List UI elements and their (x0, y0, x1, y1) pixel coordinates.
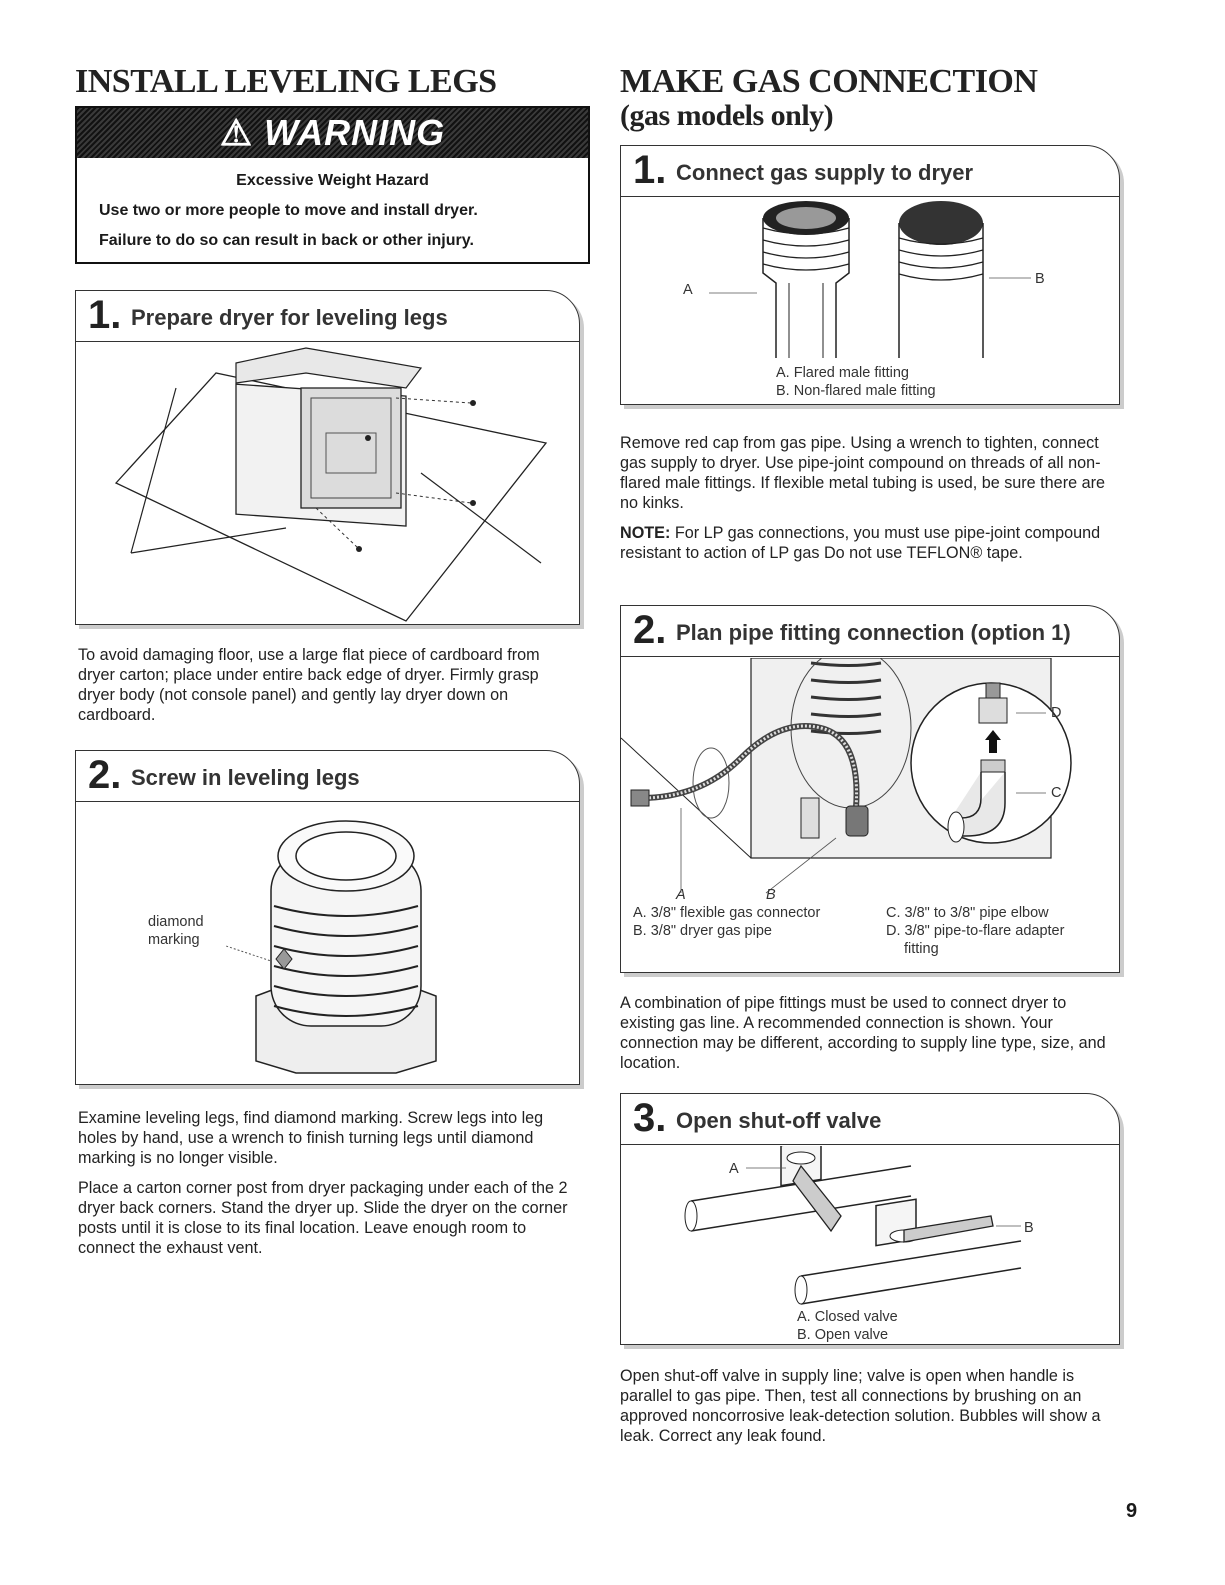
step-connect-text: Remove red cap from gas pipe. Using a wrench to tighten, connect gas supply to dryer. Use pipe-joint compound on threads of all non-flared male fittings. If flexible metal tubing is used, be sure there are no kinks. (620, 434, 1105, 512)
step-title: Plan pipe fitting connection (option 1) (676, 620, 1071, 645)
step-title: Open shut-off valve (676, 1108, 882, 1133)
step-plan-pipe-text: A combination of pipe fittings must be used to connect dryer to existing gas line. A recommended connection is shown. Your connection may be different, according to supply line type, size, and location. (620, 994, 1106, 1072)
step-panel-plan-pipe (620, 605, 1120, 973)
step-screw-text-1: Examine leveling legs, find diamond marking. Screw legs into leg holes by hand, use a wrench to finish turning legs until diamond marking is no longer visible. (78, 1109, 544, 1167)
leveling-leg-illustration (226, 811, 466, 1076)
warning-triangle-icon: ⚠ (219, 112, 254, 153)
dryer-on-cardboard-illustration (76, 343, 576, 623)
step-title: Prepare dryer for leveling legs (131, 305, 448, 330)
warning-title: ⚠ WARNING (219, 112, 446, 153)
step-number: 1. (633, 148, 667, 192)
step-number: 1. (88, 293, 122, 337)
warning-line-2: Failure to do so can result in back or other injury. (99, 232, 474, 249)
step-panel-connect-gas (620, 145, 1120, 405)
caption-a: A. 3/8" flexible gas connector (633, 905, 821, 921)
step-panel-open-valve (620, 1093, 1120, 1345)
step-panel-prepare (75, 290, 580, 625)
label-marking: marking (148, 932, 200, 948)
step-number: 3. (633, 1096, 667, 1140)
label-b: B (1035, 271, 1045, 287)
pipe-fitting-illustration (621, 658, 1116, 898)
warning-line-1: Use two or more people to move and install dryer. (99, 202, 478, 219)
note-label: NOTE: (620, 524, 671, 542)
caption-d-continued: fitting (904, 941, 939, 957)
shut-off-valve-illustration (621, 1146, 1116, 1306)
warning-banner (77, 108, 588, 158)
caption-b: B. 3/8" dryer gas pipe (633, 923, 772, 939)
label-diamond: diamond (148, 914, 204, 930)
step-header (621, 146, 1119, 197)
step-prepare-text: To avoid damaging floor, use a large flat piece of cardboard from dryer carton; place under entire back edge of dryer. Firmly grasp dryer body (not console panel) and gently lay dryer down on cardboard. (78, 646, 540, 724)
label-c: C (1051, 785, 1062, 801)
step-number: 2. (88, 753, 122, 797)
label-a: A (683, 282, 693, 298)
label-d: D (1051, 705, 1062, 721)
right-section-heading: MAKE GAS CONNECTION (620, 63, 1038, 100)
caption-a: A. Flared male fitting (776, 365, 909, 381)
step-connect-note (620, 523, 1120, 563)
step-open-valve-text: Open shut-off valve in supply line; valve is open when handle is parallel to gas pipe. Then, test all connections by brushing on an approved noncorrosive leak-detection solution. Bubbles will show a leak. Correct any leak found. (620, 1367, 1101, 1445)
step-panel-screw-legs (75, 750, 580, 1085)
caption-d: D. 3/8" pipe-to-flare adapter (886, 923, 1065, 939)
step-header (621, 1094, 1119, 1145)
caption-b: B. Open valve (797, 1327, 889, 1343)
left-section-heading: INSTALL LEVELING LEGS (75, 63, 497, 100)
label-b: B (1024, 1220, 1034, 1236)
warning-subtitle: Excessive Weight Hazard (236, 172, 429, 189)
step-screw-text-2: Place a carton corner post from dryer packaging under each of the 2 dryer back corners. Stand the dryer up. Slide the dryer on the corner posts until it is close to its final location. Leave enough room to connect the exhaust vent. (78, 1179, 568, 1257)
label-a: A (676, 887, 686, 903)
label-b: B (766, 887, 776, 903)
label-a: A (729, 1161, 739, 1177)
step-header (76, 751, 579, 802)
step-header (621, 606, 1119, 657)
caption-c: C. 3/8" to 3/8" pipe elbow (886, 905, 1049, 921)
note-text: For LP gas connections, you must use pipe-joint compound resistant to action of LP gas Do not use TEFLON® tape. (620, 524, 1101, 562)
caption-b: B. Non-flared male fitting (776, 383, 936, 399)
step-number: 2. (633, 608, 667, 652)
step-header (76, 291, 579, 342)
right-section-subheading: (gas models only) (620, 99, 834, 132)
step-title: Connect gas supply to dryer (676, 160, 974, 185)
warning-box (75, 106, 590, 264)
step-title: Screw in leveling legs (131, 765, 360, 790)
page-number: 9 (1126, 1500, 1138, 1522)
caption-a: A. Closed valve (797, 1309, 898, 1325)
